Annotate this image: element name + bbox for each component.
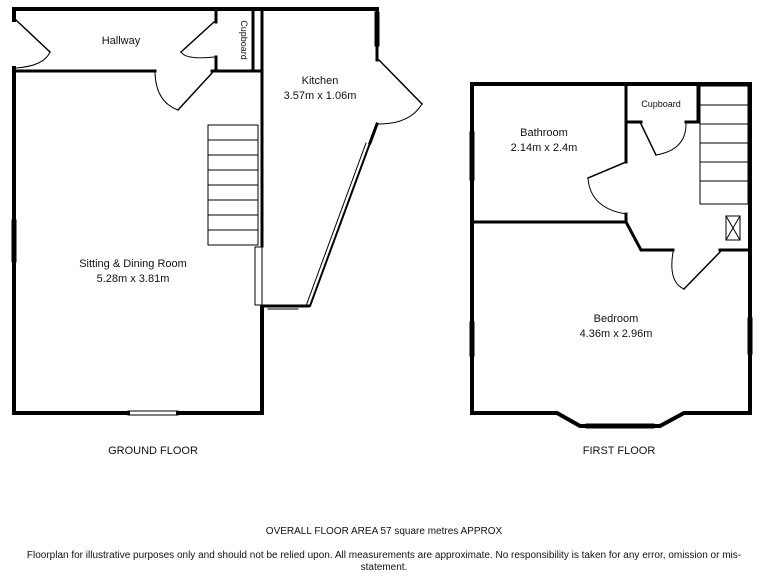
room-label-first-cupboard: Cupboard [641, 99, 681, 109]
floor-area-text: OVERALL FLOOR AREA 57 square metres APPROX [265, 526, 503, 537]
room-label-kitchen: Kitchen [301, 75, 339, 87]
room-label-bathroom: Bathroom [520, 127, 568, 139]
first-floor-label: FIRST FLOOR [582, 445, 656, 457]
first-floor-plan [470, 84, 752, 428]
room-size-bedroom: 4.36m x 2.96m [579, 328, 653, 340]
room-label-hallway: Hallway [101, 35, 141, 47]
room-label-ground-cupboard: Cupboard [239, 20, 249, 60]
room-size-bathroom: 2.14m x 2.4m [510, 142, 578, 154]
room-size-kitchen: 3.57m x 1.06m [283, 90, 357, 102]
ground-floor-label: GROUND FLOOR [108, 445, 198, 457]
room-label-bedroom: Bedroom [593, 313, 639, 325]
room-size-sitting-dining: 5.28m x 3.81m [96, 273, 170, 285]
disclaimer-text: Floorplan for illustrative purposes only and should not be relied upon. All measurements are approximate. No responsibility is taken for any error, omission or mis-statement. [26, 550, 742, 573]
ground-floor-plan [12, 9, 422, 415]
room-label-sitting-dining: Sitting & Dining Room [79, 258, 187, 270]
